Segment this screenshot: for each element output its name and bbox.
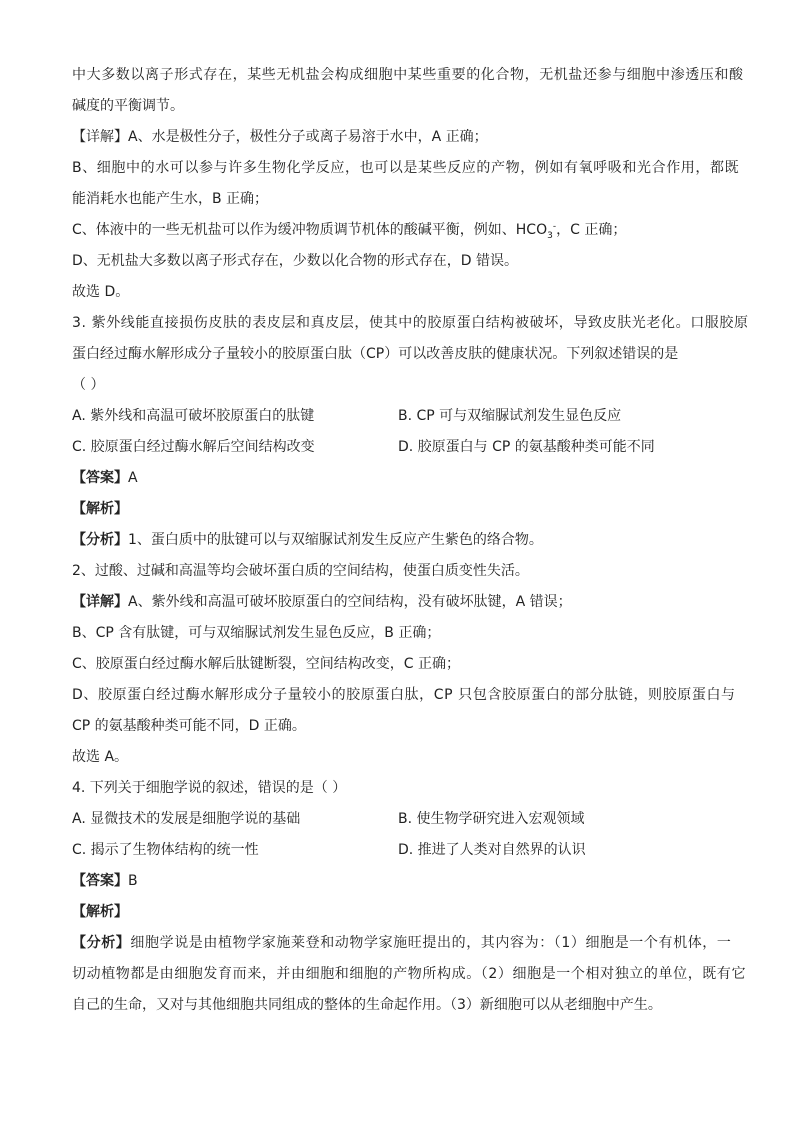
question-4-options-row bbox=[72, 835, 724, 866]
text-span: A、水是极性分子，极性分子或离子易溶于水中，A 正确； bbox=[128, 129, 488, 145]
text-line: CP 的氨基酸种类可能不同，D 正确。 bbox=[72, 718, 306, 734]
text-span: 细胞学说是由植物学家施莱登和动物学家施旺提出的，其内容为：（1）细胞是一个有机体，一 bbox=[130, 935, 732, 951]
text-line: 切动植物都是由细胞发育而来，并由细胞和细胞的产物所构成。（2）细胞是一个相对独立的单位，既有它 bbox=[72, 966, 747, 982]
text-line: 自己的生命，又对与其他细胞共同组成的整体的生命起作用。（3）新细胞可以从老细胞中产生。 bbox=[72, 997, 662, 1013]
text-line bbox=[72, 587, 724, 618]
text-line: B、CP 含有肽键，可与双缩脲试剂发生显色反应，B 正确； bbox=[72, 625, 441, 641]
text-span: A、紫外线和高温可破坏胶原蛋白的空间结构，没有破坏肽键，A 错误； bbox=[128, 594, 572, 610]
text-line bbox=[72, 928, 732, 959]
text-line: 故选 D。 bbox=[72, 284, 130, 300]
subscript: 3 bbox=[547, 230, 553, 241]
text-span: ，C 正确； bbox=[556, 222, 627, 238]
text-line bbox=[72, 525, 724, 556]
question-4-stem-line: 4. 下列关于细胞学说的叙述，错误的是（ ） bbox=[72, 780, 347, 796]
option-a: A. 紫外线和高温可破坏胶原蛋白的肽键 bbox=[72, 408, 315, 424]
superscript: - bbox=[552, 221, 557, 232]
analysis-sub-tag: 【分析】 bbox=[72, 532, 128, 548]
answer-tag: 【答案】 bbox=[72, 470, 128, 486]
analysis-sub-tag: 【分析】 bbox=[72, 935, 131, 951]
text-line bbox=[72, 215, 724, 246]
analysis-tag: 【解析】 bbox=[72, 501, 128, 517]
text-line: 故选 A。 bbox=[72, 749, 129, 765]
text-line bbox=[72, 122, 724, 153]
answer-value: A bbox=[128, 470, 138, 486]
option-d: D. 推进了人类对自然界的认识 bbox=[398, 842, 586, 858]
text-line: 2、过酸、过碱和高温等均会破坏蛋白质的空间结构，使蛋白质变性失活。 bbox=[72, 563, 529, 579]
option-c: C. 揭示了生物体结构的统一性 bbox=[72, 842, 259, 858]
answer-line bbox=[72, 866, 724, 897]
detail-tag: 【详解】 bbox=[72, 129, 128, 145]
text-span: 1、蛋白质中的肽键可以与双缩脲试剂发生反应产生紫色的络合物。 bbox=[128, 532, 543, 548]
answer-line bbox=[72, 463, 724, 494]
option-b: B. CP 可与双缩脲试剂发生显色反应 bbox=[398, 408, 622, 424]
option-d: D. 胶原蛋白与 CP 的氨基酸种类可能不同 bbox=[398, 439, 655, 455]
text-span: C、体液中的一些无机盐可以作为缓冲物质调节机体的酸碱平衡，例如、HCO bbox=[72, 222, 548, 238]
analysis-tag: 【解析】 bbox=[72, 904, 128, 920]
text-line: 碱度的平衡调节。 bbox=[72, 98, 184, 114]
question-3-stem-line: 蛋白经过酶水解形成分子量较小的胶原蛋白肽（CP）可以改善皮肤的健康状况。下列叙述错误的是 bbox=[72, 346, 679, 362]
option-c: C. 胶原蛋白经过酶水解后空间结构改变 bbox=[72, 439, 315, 455]
answer-tag: 【答案】 bbox=[72, 873, 128, 889]
option-b: B. 使生物学研究进入宏观领域 bbox=[398, 811, 585, 827]
text-line: 中大多数以离子形式存在，某些无机盐会构成细胞中某些重要的化合物，无机盐还参与细胞中渗透压和酸 bbox=[72, 67, 744, 83]
question-3-options-row bbox=[72, 432, 724, 463]
question-4-options-row bbox=[72, 804, 724, 835]
text-line: B、细胞中的水可以参与许多生物化学反应，也可以是某些反应的产物，例如有氧呼吸和光合作用，都既 bbox=[72, 160, 740, 176]
option-a: A. 显微技术的发展是细胞学说的基础 bbox=[72, 811, 301, 827]
document-page bbox=[72, 60, 749, 1021]
text-line: 能消耗水也能产生水，B 正确； bbox=[72, 191, 269, 207]
answer-value: B bbox=[128, 873, 138, 889]
question-3-stem-line: 3. 紫外线能直接损伤皮肤的表皮层和真皮层，使其中的胶原蛋白结构被破坏，导致皮肤光老化。口服胶原 bbox=[72, 315, 749, 331]
question-3-options-row bbox=[72, 401, 724, 432]
detail-tag: 【详解】 bbox=[72, 594, 128, 610]
text-line: C、胶原蛋白经过酶水解后肽键断裂，空间结构改变，C 正确； bbox=[72, 656, 460, 672]
question-3-blank: （ ） bbox=[72, 377, 105, 393]
text-line: D、胶原蛋白经过酶水解形成分子量较小的胶原蛋白肽，CP 只包含胶原蛋白的部分肽链，则胶原蛋白与 bbox=[72, 687, 736, 703]
text-line: D、无机盐大多数以离子形式存在，少数以化合物的形式存在，D 错误。 bbox=[72, 253, 519, 269]
